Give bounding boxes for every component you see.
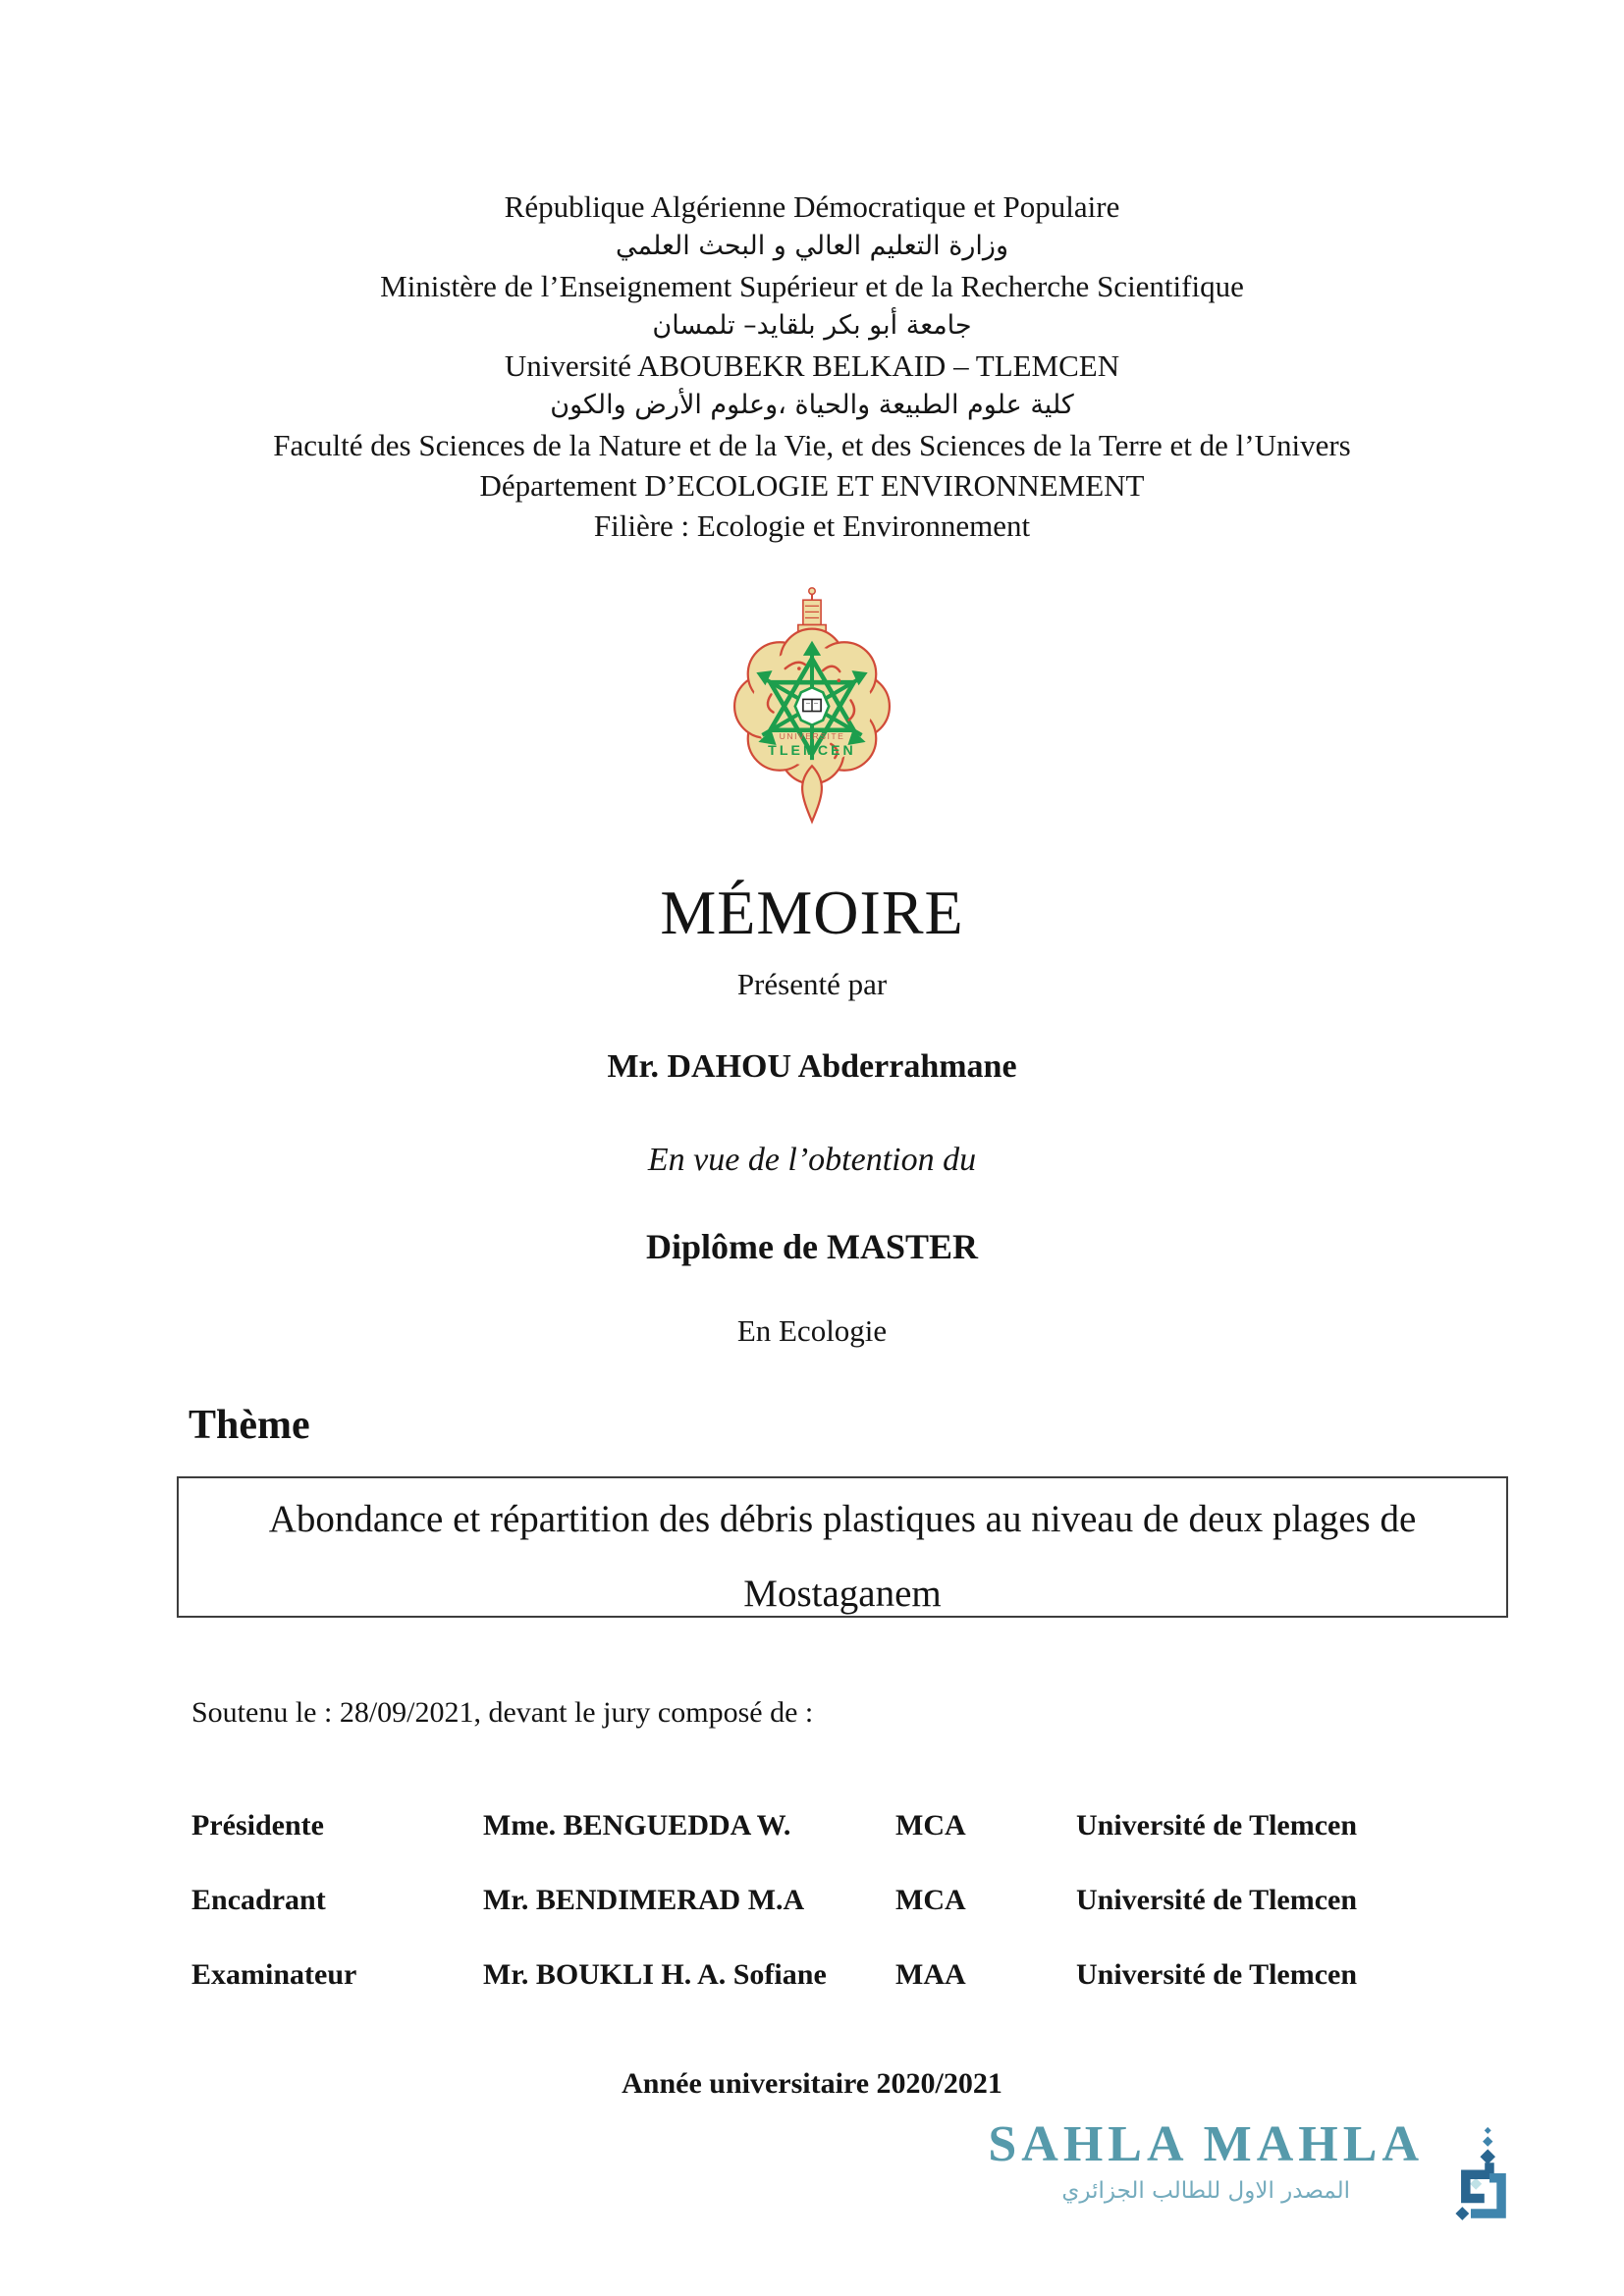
defense-intro: Soutenu le : 28/09/2021, devant le jury composé de : xyxy=(191,1696,814,1729)
jury-grade: MAA xyxy=(895,1958,966,1991)
header-university-arabic: جامعة أبو بكر بلقايد– تلمسان xyxy=(652,310,972,341)
watermark-text xyxy=(988,2118,1424,2211)
purpose-line: En vue de l’obtention du xyxy=(647,1142,977,1178)
institution-header xyxy=(0,187,1624,546)
diploma-line: Diplôme de MASTER xyxy=(645,1227,978,1266)
university-emblem xyxy=(0,585,1624,833)
jury-member: Mr. BENDIMERAD M.A xyxy=(483,1884,805,1916)
field-line: En Ecologie xyxy=(736,1313,888,1348)
theme-title-box xyxy=(177,1476,1508,1618)
watermark-tagline: المصدر الاول للطالب الجزائري xyxy=(1061,2178,1350,2204)
watermark-brand: SAHLA MAHLA xyxy=(988,2116,1424,2172)
presented-by-label: Présenté par xyxy=(736,967,888,1001)
jury-role: Encadrant xyxy=(191,1884,326,1916)
jury-member: Mme. BENGUEDDA W. xyxy=(483,1809,791,1842)
theme-heading: Thème xyxy=(189,1403,310,1448)
emblem-universite-label: UNIVERSITE xyxy=(779,730,845,741)
jury-institution: Université de Tlemcen xyxy=(1076,1958,1358,1991)
header-faculty-line: Faculté des Sciences de la Nature et de la Vie, et des Sciences de la Terre et de l’Univers xyxy=(273,428,1351,462)
header-faculty-arabic: كلية علوم الطبيعة والحياة ،وعلوم الأرض والكون xyxy=(550,390,1074,420)
university-emblem-icon xyxy=(728,585,896,828)
header-republic-line: République Algérienne Démocratique et Populaire xyxy=(504,189,1120,224)
header-university-line: Université ABOUBEKR BELKAID – TLEMCEN xyxy=(504,348,1120,383)
thesis-title: Abondance et répartition des débris plastiques au niveau de deux plages de Mostaganem xyxy=(268,1498,1417,1615)
jury-institution: Université de Tlemcen xyxy=(1076,1884,1358,1916)
author-name: Mr. DAHOU Abderrahmane xyxy=(607,1048,1017,1085)
jury-role: Présidente xyxy=(191,1809,324,1842)
jury-institution: Université de Tlemcen xyxy=(1076,1809,1358,1842)
header-department-line: Département D’ECOLOGIE ET ENVIRONNEMENT xyxy=(479,468,1145,503)
jury-grade: MCA xyxy=(895,1884,966,1916)
sahla-mahla-logo-mark-icon xyxy=(1434,2118,1514,2234)
memoire-title: MÉMOIRE xyxy=(660,878,964,947)
header-ministry-line: Ministère de l’Enseignement Supérieur et de la Recherche Scientifique xyxy=(380,269,1244,303)
sahla-mahla-watermark xyxy=(988,2118,1514,2234)
academic-year: Année universitaire 2020/2021 xyxy=(622,2067,1002,2100)
jury-grade: MCA xyxy=(895,1809,966,1842)
header-ministry-arabic: وزارة التعليم العالي و البحث العلمي xyxy=(615,231,1008,261)
jury-role: Examinateur xyxy=(191,1958,357,1991)
jury-member: Mr. BOUKLI H. A. Sofiane xyxy=(483,1958,827,1991)
jury-table xyxy=(191,1806,1526,1994)
header-filiere-line: Filière : Ecologie et Environnement xyxy=(593,508,1031,543)
emblem-tlemcen-label: TLEMCEN xyxy=(768,743,856,760)
